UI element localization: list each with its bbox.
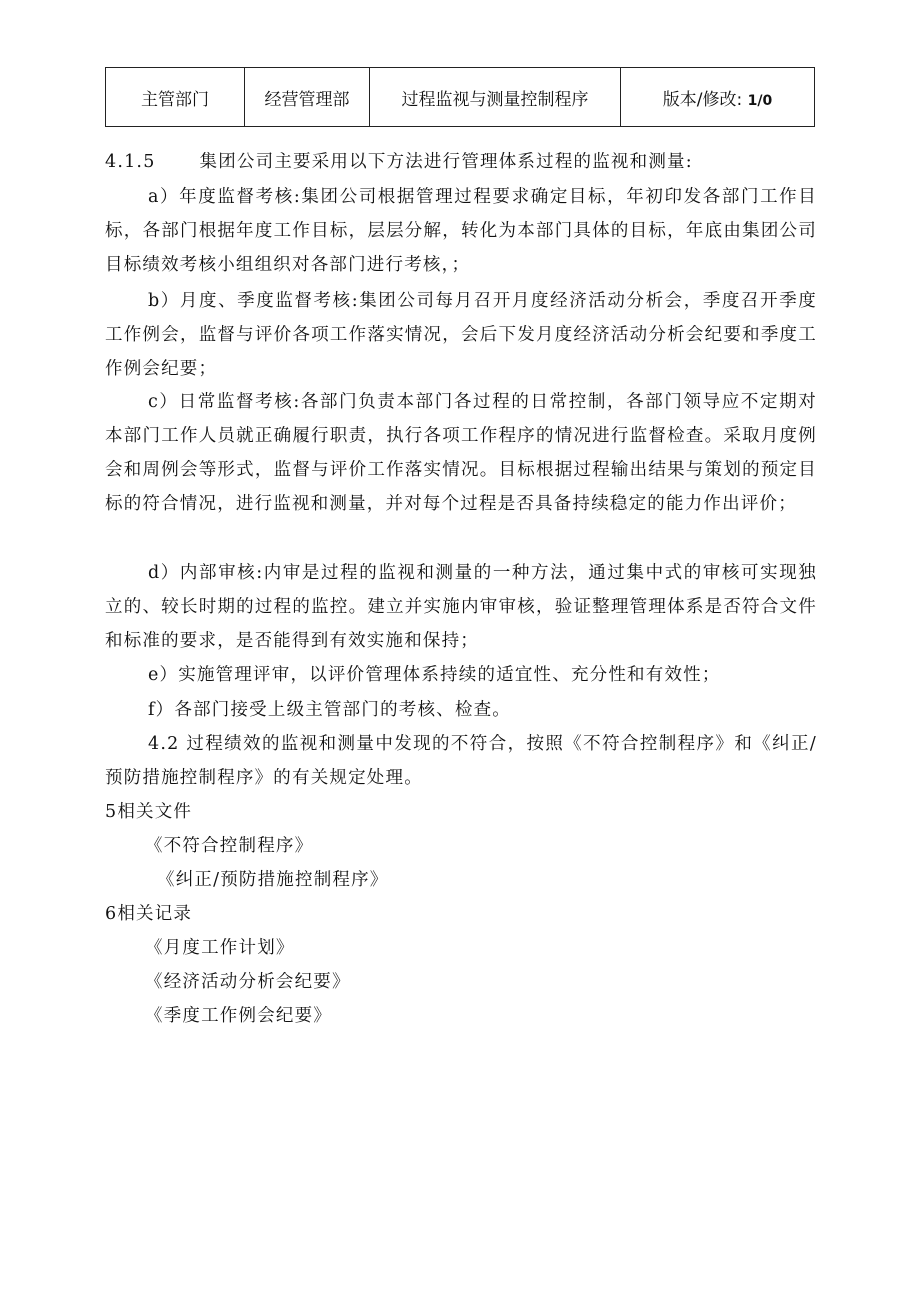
section-6-heading: 6相关记录 bbox=[105, 904, 193, 924]
version-label: 版本/修改: bbox=[662, 89, 743, 110]
version-value: 1/0 bbox=[747, 92, 773, 109]
item-d-paragraph: d）内部审核:内审是过程的监视和测量的一种方法，通过集中式的审核可实现独立的、较长时期的过程的监控。建立并实施内审审核，验证整理管理体系是否符合文件和标准的要求，是否能得到有效实施和保持； bbox=[105, 563, 817, 651]
item-f-paragraph: f）各部门接受上级主管部门的考核、检查。 bbox=[148, 700, 511, 720]
related-record-2: 《经济活动分析会纪要》 bbox=[145, 972, 351, 992]
item-a-paragraph: a）年度监督考核:集团公司根据管理过程要求确定目标，年初印发各部门工作目标，各部门根据年度工作目标，层层分解，转化为本部门具体的目标，年底由集团公司目标绩效考核小组组织对各部门进行考核，； bbox=[105, 187, 817, 275]
section-number: 4.1.5 bbox=[105, 152, 156, 172]
dept-label-cell: 主管部门 bbox=[106, 68, 245, 127]
dept-value-cell: 经营管理部 bbox=[245, 68, 370, 127]
related-record-3: 《季度工作例会纪要》 bbox=[145, 1006, 332, 1026]
section-4-1-5-heading bbox=[105, 145, 693, 179]
item-b-paragraph: b）月度、季度监督考核:集团公司每月召开月度经济活动分析会，季度召开季度工作例会，监督与评价各项工作落实情况，会后下发月度经济活动分析会纪要和季度工作例会纪要； bbox=[105, 291, 817, 379]
related-doc-1: 《不符合控制程序》 bbox=[145, 836, 314, 856]
item-c-paragraph: c）日常监督考核:各部门负责本部门各过程的日常控制，各部门领导应不定期对本部门工作人员就正确履行职责，执行各项工作程序的情况进行监督检查。采取月度例会和周例会等形式，监督与评价工作落实情况。目标根据过程输出结果与策划的预定目标的符合情况，进行监视和测量，并对每个过程是否具备持续稳定的能力作出评价； bbox=[105, 392, 817, 514]
section-text: 集团公司主要采用以下方法进行管理体系过程的监视和测量: bbox=[199, 152, 693, 172]
section-5-heading: 5相关文件 bbox=[105, 802, 193, 822]
version-cell bbox=[621, 68, 815, 127]
document-header-table bbox=[105, 67, 815, 127]
related-record-1: 《月度工作计划》 bbox=[145, 938, 295, 958]
related-doc-2: 《纠正/预防措施控制程序》 bbox=[157, 870, 389, 890]
section-4-2-paragraph: 4.2 过程绩效的监视和测量中发现的不符合，按照《不符合控制程序》和《纠正/预防措施控制程序》的有关规定处理。 bbox=[105, 734, 817, 788]
item-e-paragraph: e）实施管理评审，以评价管理体系持续的适宜性、充分性和有效性； bbox=[148, 665, 721, 685]
doc-title-cell: 过程监视与测量控制程序 bbox=[370, 68, 621, 127]
